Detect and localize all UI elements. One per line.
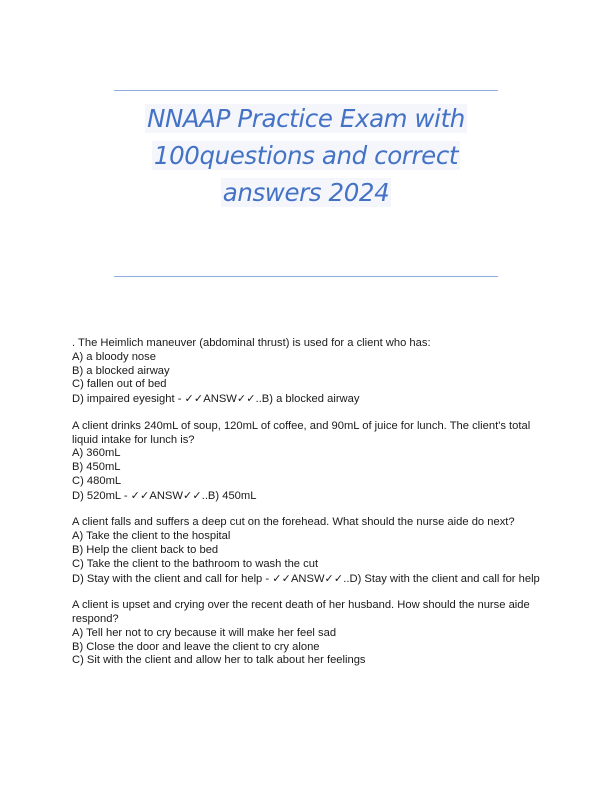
question-item (72, 420, 546, 504)
answer-option: A) Take the client to the hospital (72, 530, 231, 543)
title-line-text: NNAAP Practice Exam with (147, 104, 465, 133)
question-text: . The Heimlich maneuver (abdominal thrust) is used for a client who has: (72, 337, 431, 349)
answer-option-with-key: D) Stay with the client and call for help - ✓✓ANSW✓✓..D) Stay with the client and call for help (72, 572, 540, 585)
title-line (114, 174, 498, 211)
answer-option: B) Help the client back to bed (72, 543, 219, 556)
title-top-rule (114, 90, 498, 91)
answer-option: B) a blocked airway (72, 364, 170, 377)
question-text: A client is upset and crying over the recent death of her husband. How should the nurse aide respond? (72, 599, 530, 625)
answer-option-with-key: D) impaired eyesight - ✓✓ANSW✓✓..B) a blocked airway (72, 393, 360, 406)
question-text: A client drinks 240mL of soup, 120mL of coffee, and 90mL of juice for lunch. The client's total liquid intake for lunch is? (72, 419, 531, 446)
question-list (72, 337, 546, 681)
title-bottom-rule (114, 276, 498, 277)
answer-option: B) 450mL (72, 461, 121, 474)
title-line-text: 100questions and correct (153, 141, 459, 170)
answer-option: C) Sit with the client and allow her to talk about her feelings (72, 654, 366, 667)
document-title (114, 100, 498, 211)
question-item (72, 516, 546, 586)
question-item (72, 337, 546, 407)
question-text: A client falls and suffers a deep cut on the forehead. What should the nurse aide do next? (72, 516, 515, 529)
answer-option: C) Take the client to the bathroom to wash the cut (72, 557, 319, 570)
answer-option-with-key: D) 520mL - ✓✓ANSW✓✓..B) 450mL (72, 489, 257, 502)
question-item (72, 599, 546, 668)
answer-option: B) Close the door and leave the client to cry alone (72, 640, 320, 653)
answer-option: C) fallen out of bed (72, 378, 167, 391)
answer-option: A) a bloody nose (72, 350, 156, 363)
title-line (114, 100, 498, 137)
title-line (114, 137, 498, 174)
answer-option: C) 480mL (72, 474, 122, 487)
answer-option: A) Tell her not to cry because it will make her feel sad (72, 626, 337, 639)
answer-option: A) 360mL (72, 447, 121, 460)
title-line-text: answers 2024 (222, 178, 390, 207)
